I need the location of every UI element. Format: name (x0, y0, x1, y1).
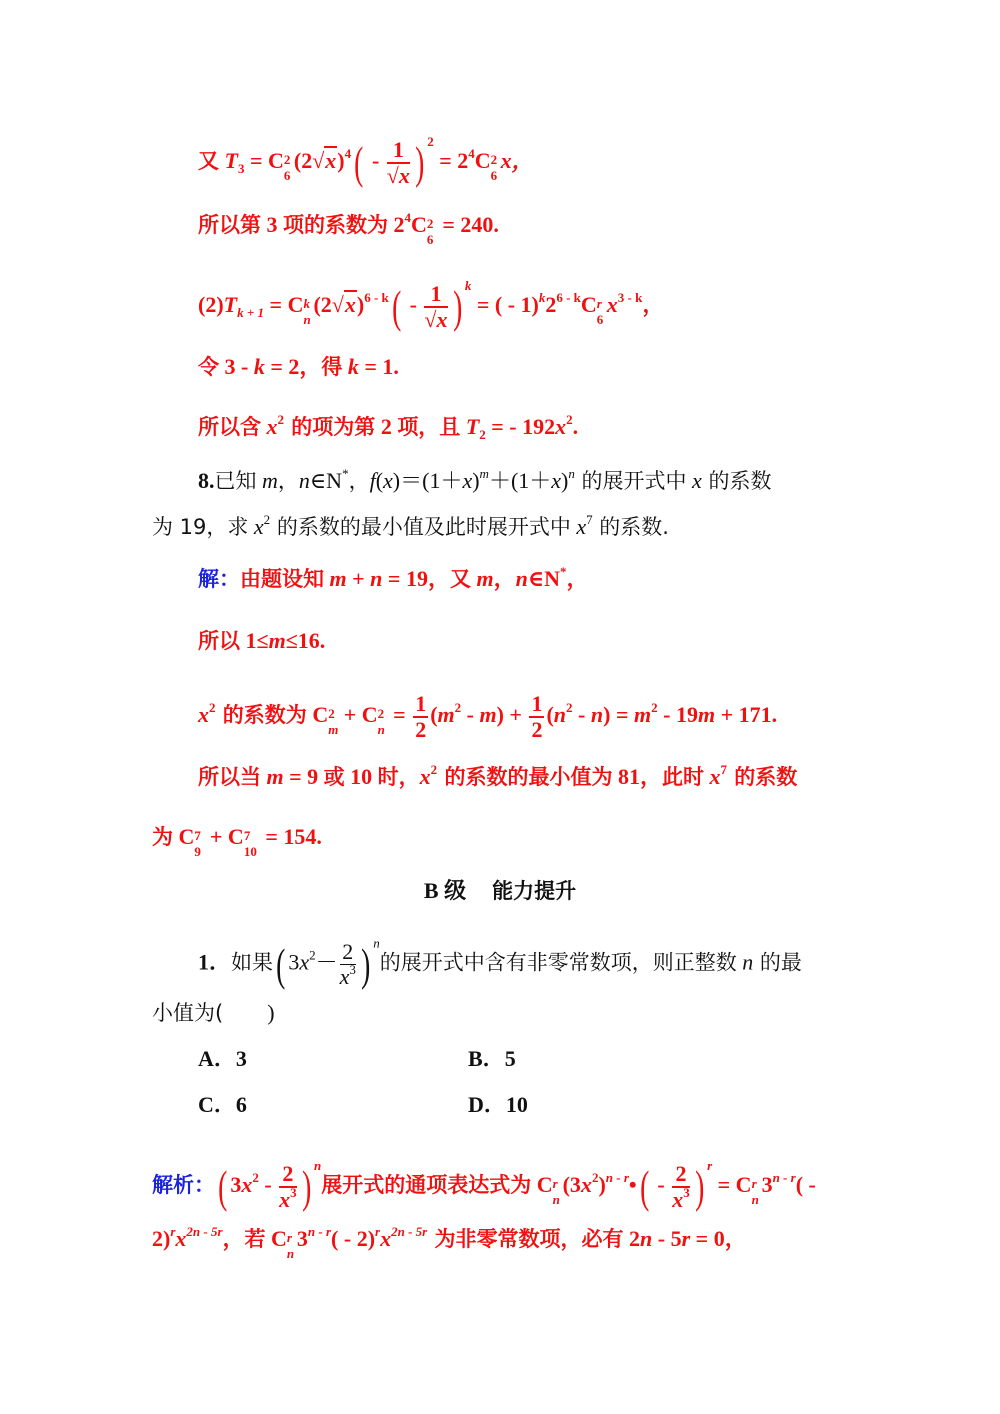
num-3: 3 (288, 949, 300, 975)
problem-8-line-2 (152, 512, 669, 542)
close-paren: ) (598, 1172, 606, 1198)
var-x: x (241, 1172, 253, 1198)
num-10: 10 (344, 764, 378, 789)
minus-19: - 19 (657, 702, 698, 728)
fraction-2-over-x3: $\frac{2}{x^3}$ (279, 1161, 297, 1212)
text-suoyi-dang: 所以当 (198, 765, 261, 789)
option-label: D． (468, 1092, 506, 1117)
eq-neg-192: = - 192 (485, 414, 556, 439)
var-T: T (460, 414, 480, 439)
big-left-paren: ( (276, 938, 286, 990)
var-n: n (298, 468, 310, 493)
minus: - (572, 702, 591, 728)
text-suoyi-di: 所以第 (198, 213, 261, 237)
pow-2: 2 (277, 412, 284, 427)
solution-8-line-3 (198, 692, 777, 742)
text-xiang-xishu: 项的系数为 (283, 213, 388, 237)
pow-2n-5r: 2n - 5r (391, 1224, 428, 1239)
question-text: 的展开式中含有非零常数项，则正整数 (379, 950, 737, 975)
pow-n: n (373, 935, 380, 951)
problem-1-line-2 (152, 998, 275, 1028)
rhs-c: C (474, 148, 491, 174)
paren: ( (430, 702, 438, 728)
text-yizhi: 已知 (214, 469, 257, 493)
text-nonzero-constant: 为非零常数项，必有 (427, 1227, 624, 1251)
minus: － (315, 949, 338, 975)
comma: ， (566, 566, 589, 591)
var-m: m (634, 702, 652, 728)
option-value: 3 (235, 1046, 247, 1071)
text-xiang-qie: 项，且 (397, 415, 461, 439)
num-3: 3 (761, 1172, 773, 1198)
var-n: n (736, 949, 754, 975)
close-paren: ) (356, 292, 365, 318)
sub-k1: k + 1 (237, 305, 265, 321)
eq-c: = C (264, 292, 304, 318)
in-N: ∈N (527, 566, 561, 591)
var-f: f (369, 468, 376, 493)
comma: ， (277, 469, 299, 493)
pow-2: 2 (454, 700, 462, 716)
minus-5: - 5 (652, 1226, 682, 1251)
comma: ， (493, 566, 516, 591)
pow-2n-5r: 2n - 5r (186, 1224, 223, 1239)
eq: = (387, 702, 412, 728)
text-xishu: 的系数. (592, 515, 669, 539)
rhs-pow: 4 (468, 146, 475, 162)
comma: ， (642, 292, 665, 318)
analysis-line-1 (152, 1158, 816, 1212)
t3-expression-line (198, 134, 534, 188)
eq-9: = 9 (283, 764, 324, 789)
num-2: 2 (623, 1226, 641, 1251)
rhs-pow-3-k: 3 - k (617, 290, 643, 306)
comma: ， (348, 469, 370, 493)
coef-pow: 4 (404, 210, 411, 225)
var-x: x (686, 468, 702, 493)
problem-1-line-1 (198, 935, 802, 990)
var-m: m (261, 764, 284, 789)
var-m: m (437, 702, 455, 728)
fraction-2-over-x3: $\frac{2}{x^3}$ (339, 939, 356, 989)
text-wei-19: 为 19，求 (152, 515, 249, 539)
c: C (306, 702, 329, 728)
option-label: B． (468, 1046, 505, 1071)
var-m: m (479, 702, 497, 728)
rhs-neg1: = ( - 1) (471, 292, 539, 318)
binom-n-r: r n (286, 1229, 295, 1261)
pow-n-r: n - r (772, 1170, 796, 1186)
pow-m: m (479, 466, 489, 481)
analysis-label: 解析： (152, 1173, 215, 1198)
pow-2: 2 (209, 700, 216, 716)
binom-n-k: k n (303, 296, 311, 327)
var-n: n (370, 566, 383, 591)
text-suoyi: 所以 (198, 629, 240, 653)
rhs-pow-k: k (538, 290, 546, 306)
text-xishu: 的系数 (727, 765, 798, 789)
problem-number: 8. (198, 468, 215, 493)
text-you: 又 (449, 567, 471, 591)
num-3: 3 (296, 1226, 308, 1251)
big-left-paren: ( (354, 137, 364, 188)
num-3: 3 (230, 1172, 242, 1198)
pow-2: 2 (566, 700, 573, 716)
var-x: x (704, 764, 721, 789)
expr-eq-1: = 1. (358, 354, 399, 379)
big-right-paren: ) (452, 281, 462, 332)
option-value: 6 (235, 1092, 247, 1117)
dot: • (628, 1172, 637, 1198)
option-a[interactable] (198, 1044, 247, 1074)
rhs-binom: 2 6 (490, 152, 498, 183)
sqrt-x: √x (312, 148, 337, 174)
var-x: x (419, 764, 431, 789)
var-x: x (380, 1226, 392, 1251)
c: C (531, 1172, 553, 1198)
num-81: 81， (612, 764, 662, 789)
neg-2: ( - 2) (331, 1226, 376, 1251)
var-k: k (253, 354, 265, 379)
binom-n-r: r n (552, 1176, 560, 1207)
fraction-1-over-sqrt-x: $\frac{1}{√x}$ (386, 137, 410, 188)
rhs-2: = 2 (433, 148, 469, 174)
in-N: ∈N (309, 468, 343, 493)
var-x: x (175, 1226, 187, 1251)
pow-2: 2 (591, 1170, 599, 1186)
var-x: x (462, 468, 473, 493)
rhs-c: C (580, 292, 597, 318)
var-x: x (555, 414, 567, 439)
text-min-value: 的系数的最小值及此时展开式中 (270, 515, 571, 539)
eq-c: = C (244, 148, 284, 174)
var-x: x (261, 414, 278, 439)
text-min-value: 的系数的最小值为 (437, 765, 613, 789)
pow-r: r (170, 1224, 176, 1239)
big-left-paren: ( (639, 1161, 649, 1212)
var-x: x (299, 949, 310, 975)
option-label: C． (198, 1092, 236, 1117)
binom-10-7: 7 10 (243, 827, 257, 859)
var-x: x (580, 1172, 592, 1198)
expr-1-le: 1≤ (240, 628, 269, 653)
pow-2: 2 (566, 412, 573, 427)
rhs-x: x， (500, 148, 534, 174)
text-shi: 时， (377, 765, 420, 789)
pow-4: 4 (344, 146, 352, 162)
c: C (265, 1226, 287, 1251)
text-huo: 或 (323, 765, 345, 789)
coef-c: C (411, 212, 427, 237)
binom-sup-sub: 2 6 (283, 152, 291, 183)
var-m: m (256, 468, 278, 493)
var-r: r (681, 1226, 691, 1251)
option-value: 10 (505, 1092, 528, 1117)
comma: ， (222, 1226, 245, 1251)
option-c[interactable] (198, 1090, 247, 1120)
sub-3: 3 (237, 161, 245, 177)
pow-2: 2 (263, 512, 271, 527)
text-general-term: 展开式的通项表达式为 (321, 1173, 532, 1198)
fraction-half: $\frac{1}{2}$ (531, 691, 543, 742)
big-left-paren: ( (391, 281, 402, 332)
text-wei: 为 (152, 825, 173, 849)
rhs-pow-6-k: 6 - k (556, 290, 581, 306)
big-right-paren: ) (694, 1161, 705, 1212)
big-right-paren: ) (414, 137, 425, 188)
big-left-paren: ( (218, 1161, 228, 1212)
text-ruo: 若 (244, 1227, 266, 1251)
eq-154: = 154. (259, 824, 322, 849)
option-d[interactable] (468, 1090, 528, 1120)
pow-2: 2 (427, 134, 434, 150)
c: C (173, 824, 195, 849)
minus: - (258, 1172, 278, 1198)
binom-9-7: 7 9 (194, 827, 201, 859)
text-xiang-wei-di: 的项为第 (284, 415, 376, 439)
coef-result: = 240. (436, 212, 499, 237)
paren: ) (561, 468, 569, 493)
analysis-line-2 (152, 1224, 747, 1261)
fraction-1-over-sqrt-x: $\frac{1}{√x}$ (424, 281, 448, 332)
plus-c: + C (204, 824, 244, 849)
var-m: m (268, 628, 286, 653)
section-title: 能力提升 (492, 879, 577, 903)
var-x: x (383, 468, 393, 493)
num-2-paren: 2) (152, 1226, 171, 1251)
binom-n-r: r n (751, 1176, 759, 1207)
t3-coefficient-line (198, 210, 499, 247)
eq: )＝(1＋ (392, 468, 463, 493)
num-3: 3 (261, 212, 283, 237)
var-n: n (640, 1226, 653, 1251)
solution-8-line-4 (198, 762, 797, 792)
paren: ( (546, 702, 554, 728)
eq-0: = 0， (690, 1226, 747, 1251)
paren: ) (472, 468, 480, 493)
solution-8-line-5 (152, 822, 322, 859)
num-2: 2 (375, 414, 398, 439)
var-m: m (470, 566, 494, 591)
paren-plus: ) + (496, 702, 528, 728)
pow-r: r (707, 1158, 713, 1174)
close-paren: ) (267, 1000, 275, 1025)
var-x: x (248, 514, 264, 539)
text-zhankaishi: 的展开式中 (574, 469, 687, 493)
var-x: x (551, 468, 562, 493)
text-de: 得 (321, 355, 343, 379)
eq-19: = 19， (382, 566, 450, 591)
sqrt-x: √x (331, 292, 356, 318)
pow-6-k: 6 - k (364, 290, 389, 306)
plus-171: + 171. (715, 702, 778, 728)
pow-r: r (375, 1224, 381, 1239)
option-label: A． (198, 1046, 236, 1071)
text-cishi: 此时 (662, 765, 704, 789)
pow-k: k (464, 278, 472, 294)
pow-7: 7 (720, 762, 727, 777)
minus: - (461, 702, 480, 728)
pow-n-r: n - r (605, 1170, 629, 1186)
paren: ( (375, 468, 384, 493)
plus-c: + C (338, 702, 378, 728)
solution-label: 解： (198, 567, 240, 591)
text-ruguo: 如果 (231, 950, 274, 975)
text-suoyi-han: 所以含 (198, 415, 261, 439)
var-n: n (590, 702, 604, 728)
eq-c: = C (712, 1172, 752, 1198)
expr-eq-2: = 2， (264, 354, 322, 379)
paren-minus: ( - (795, 1172, 816, 1198)
part2-result-line (198, 412, 578, 442)
var-m: m (324, 566, 347, 591)
sub-2: 2 (479, 427, 486, 442)
rhs-x: x (606, 292, 618, 318)
part2-solve-line (198, 352, 399, 382)
text-xiaozhi-wei: 小值为( (152, 1001, 224, 1025)
option-value: 5 (504, 1046, 516, 1071)
var-x: x (570, 514, 587, 539)
problem-8-line-1 (198, 466, 772, 496)
answer-blank[interactable] (223, 1000, 267, 1025)
var-k: k (342, 354, 359, 379)
expr-le-16: ≤16. (285, 628, 326, 653)
pow-n: n (313, 1158, 322, 1174)
problem-number: 1． (198, 949, 232, 975)
solution-8-line-1 (198, 564, 589, 594)
coef-2: 2 (388, 212, 405, 237)
pow-2: 2 (252, 1170, 259, 1186)
rhs-binom: r 6 (596, 296, 604, 327)
fraction-2-over-x3: $\frac{2}{x^3}$ (672, 1161, 690, 1212)
minus: - (404, 292, 423, 318)
var-m: m (697, 702, 716, 728)
var-T: T (223, 292, 238, 318)
rhs-2: 2 (545, 292, 557, 318)
option-b[interactable] (468, 1044, 516, 1074)
minus: - (366, 148, 385, 174)
pow-2: 2 (651, 700, 658, 716)
pow-7: 7 (586, 512, 593, 527)
minus: - (651, 1172, 671, 1198)
text-ling: 令 (198, 355, 219, 379)
paren-eq: ) = (603, 702, 634, 728)
big-right-paren: ) (360, 938, 371, 990)
fraction-half: $\frac{1}{2}$ (415, 691, 427, 742)
period: . (572, 414, 579, 439)
text-you: 又 (198, 149, 219, 174)
part-label: (2) (198, 292, 224, 318)
text-xishu: 的系数 (701, 469, 772, 493)
pow-2: 2 (430, 762, 438, 777)
section-level: B 级 (423, 878, 467, 903)
part2-general-term-line (198, 278, 665, 332)
var-T: T (224, 148, 238, 174)
plus: + (346, 566, 371, 591)
expr-3-minus: 3 - (219, 354, 254, 379)
text-xishu-wei: 的系数为 (215, 703, 307, 728)
open-2: (2 (313, 292, 332, 318)
star: * (342, 466, 349, 481)
open-2: (2 (293, 148, 313, 174)
var-n: n (553, 702, 567, 728)
pow-n-r: n - r (307, 1224, 332, 1239)
coef-binom: 2 6 (426, 215, 434, 247)
section-heading (0, 876, 1000, 906)
var-n: n (515, 566, 528, 591)
binom-m-2: 2 m (328, 706, 339, 737)
pow-2: 2 (309, 947, 316, 963)
text-youtishezhi: 由题设知 (240, 567, 324, 591)
solution-8-line-2 (198, 626, 325, 656)
star: * (560, 564, 567, 579)
plus: ＋(1＋ (488, 468, 552, 493)
big-right-paren: ) (301, 1161, 311, 1212)
close-paren: ) (337, 148, 345, 174)
binom-n-2: 2 n (377, 706, 385, 737)
paren-3: (3 (562, 1172, 581, 1198)
var-x: x (198, 702, 209, 728)
text-de-zui: 的最 (753, 950, 802, 975)
pow-n: n (568, 466, 575, 481)
